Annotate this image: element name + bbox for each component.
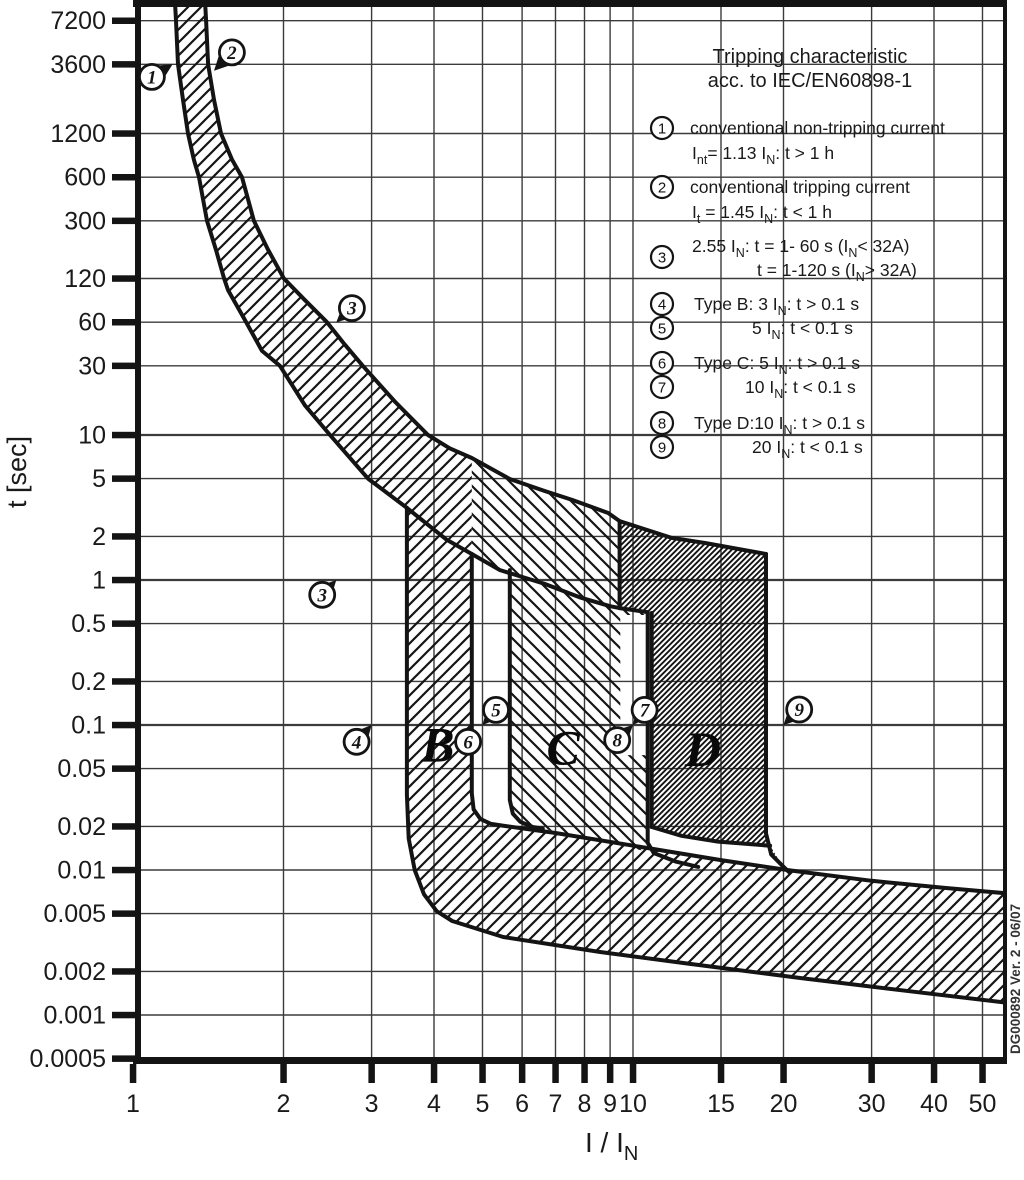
- y-tick-label: 0.01: [57, 856, 106, 885]
- y-axis-title: t [sec]: [2, 435, 32, 509]
- document-id: DG000892 Ver. 2 - 06/07: [1008, 903, 1023, 1054]
- band-label-D: D: [684, 721, 721, 778]
- y-tick-label: 2: [92, 522, 106, 551]
- legend-item-text: $I_t = 1.45$ $I_N$: t < 1 h: [692, 202, 832, 226]
- y-tick-label: 0.0005: [29, 1045, 106, 1074]
- legend-item-text: Type C: 5 $I_N$: t > 0.1 s: [694, 353, 861, 377]
- marker-number: 5: [491, 700, 501, 722]
- y-tick-label: 5: [92, 465, 106, 494]
- marker-number: 2: [227, 42, 237, 64]
- d-right-boundary: [766, 554, 789, 872]
- y-tick-label: 0.005: [43, 900, 106, 929]
- legend-item-number: 7: [657, 379, 667, 397]
- y-tick-label: 600: [64, 163, 106, 192]
- marker-number: 3: [317, 585, 327, 607]
- thermal-band: [175, 1, 472, 554]
- y-tick-label: 0.001: [43, 1001, 106, 1030]
- legend-item-text: Type D:10 $I_N$: t > 0.1 s: [694, 413, 866, 437]
- y-tick-label: 0.05: [57, 755, 106, 784]
- legend-title: Tripping characteristic: [712, 46, 908, 68]
- legend: [651, 46, 945, 461]
- x-tick-label: 1: [126, 1090, 140, 1118]
- x-tick-label: 40: [920, 1090, 948, 1118]
- legend-item-number: 4: [657, 296, 667, 314]
- y-tick-label: 10: [78, 421, 106, 450]
- x-tick-label: 4: [427, 1090, 441, 1118]
- y-tick-label: 7200: [50, 7, 106, 36]
- x-tick-label: 3: [364, 1090, 379, 1118]
- x-tick-label: 2: [276, 1090, 291, 1118]
- marker-number: 4: [351, 732, 362, 754]
- y-tick-label: 0.02: [57, 812, 106, 841]
- x-tick-label: 6: [515, 1090, 530, 1118]
- band-label-B: B: [421, 716, 455, 773]
- marker-number: 3: [347, 298, 357, 320]
- marker-number: 1: [147, 67, 157, 89]
- y-tick-label: 1200: [50, 120, 106, 148]
- x-axis-title: I / $I_N$: [585, 1127, 639, 1165]
- y-tick-label: 0.002: [43, 957, 106, 986]
- marker-number: 6: [463, 732, 473, 754]
- x-tick-label: 7: [548, 1090, 563, 1118]
- legend-item-number: 9: [657, 439, 667, 457]
- legend-item-number: 8: [657, 415, 667, 433]
- legend-item-text: Type B: 3 $I_N$: t > 0.1 s: [694, 294, 860, 318]
- marker-number: 8: [612, 730, 622, 752]
- legend-item-number: 2: [657, 179, 667, 197]
- x-tick-label: 30: [857, 1090, 886, 1118]
- marker-number: 9: [794, 700, 804, 721]
- x-tick-label: 5: [475, 1090, 490, 1118]
- y-tick-label: 1: [92, 566, 106, 595]
- y-tick-label: 120: [64, 265, 106, 293]
- x-tick-label: 10: [619, 1090, 647, 1118]
- legend-item-number: 5: [657, 320, 667, 338]
- x-tick-label: 8: [577, 1090, 592, 1118]
- y-tick-label: 3600: [50, 50, 106, 79]
- legend-item-text: 20 $I_N$: t < 0.1 s: [752, 437, 863, 461]
- legend-item-number: 6: [657, 355, 667, 373]
- y-tick-label: 0.5: [71, 610, 106, 639]
- marker-number: 7: [639, 700, 650, 722]
- legend-item-text: t = 1-120 s $(I_N> 32A)$: [757, 260, 917, 284]
- legend-item-text: 5 $I_N$: t < 0.1 s: [752, 318, 853, 342]
- y-tick-label: 0.1: [71, 711, 106, 740]
- trip-zones: [175, 1, 1005, 1003]
- y-tick-label: 30: [78, 352, 106, 381]
- y-tick-label: 60: [78, 308, 106, 337]
- x-tick-label: 9: [603, 1090, 618, 1118]
- legend-item-text: conventional non-tripping current: [690, 118, 945, 138]
- c-band: [472, 458, 654, 853]
- legend-item-number: 3: [657, 249, 667, 267]
- x-tick-label: 20: [769, 1090, 798, 1118]
- legend-item-text: conventional tripping current: [690, 177, 910, 197]
- y-tick-label: 300: [64, 207, 106, 236]
- band-label-C: C: [546, 719, 580, 776]
- x-tick-label: 50: [968, 1090, 997, 1118]
- x-tick-label: 15: [707, 1090, 735, 1118]
- legend-item-number: 1: [657, 120, 667, 138]
- legend-title: acc. to IEC/EN60898-1: [707, 70, 913, 92]
- legend-item-text: $I_{nt}= 1.13$ $I_N$: t > 1 h: [692, 143, 835, 167]
- y-tick-label: 0.2: [71, 667, 106, 696]
- legend-item-text: 2.55 $I_N$: t = 1- 60 s $(I_N< 32A)$: [692, 236, 910, 260]
- legend-item-text: 10 $I_N$: t < 0.1 s: [745, 377, 856, 401]
